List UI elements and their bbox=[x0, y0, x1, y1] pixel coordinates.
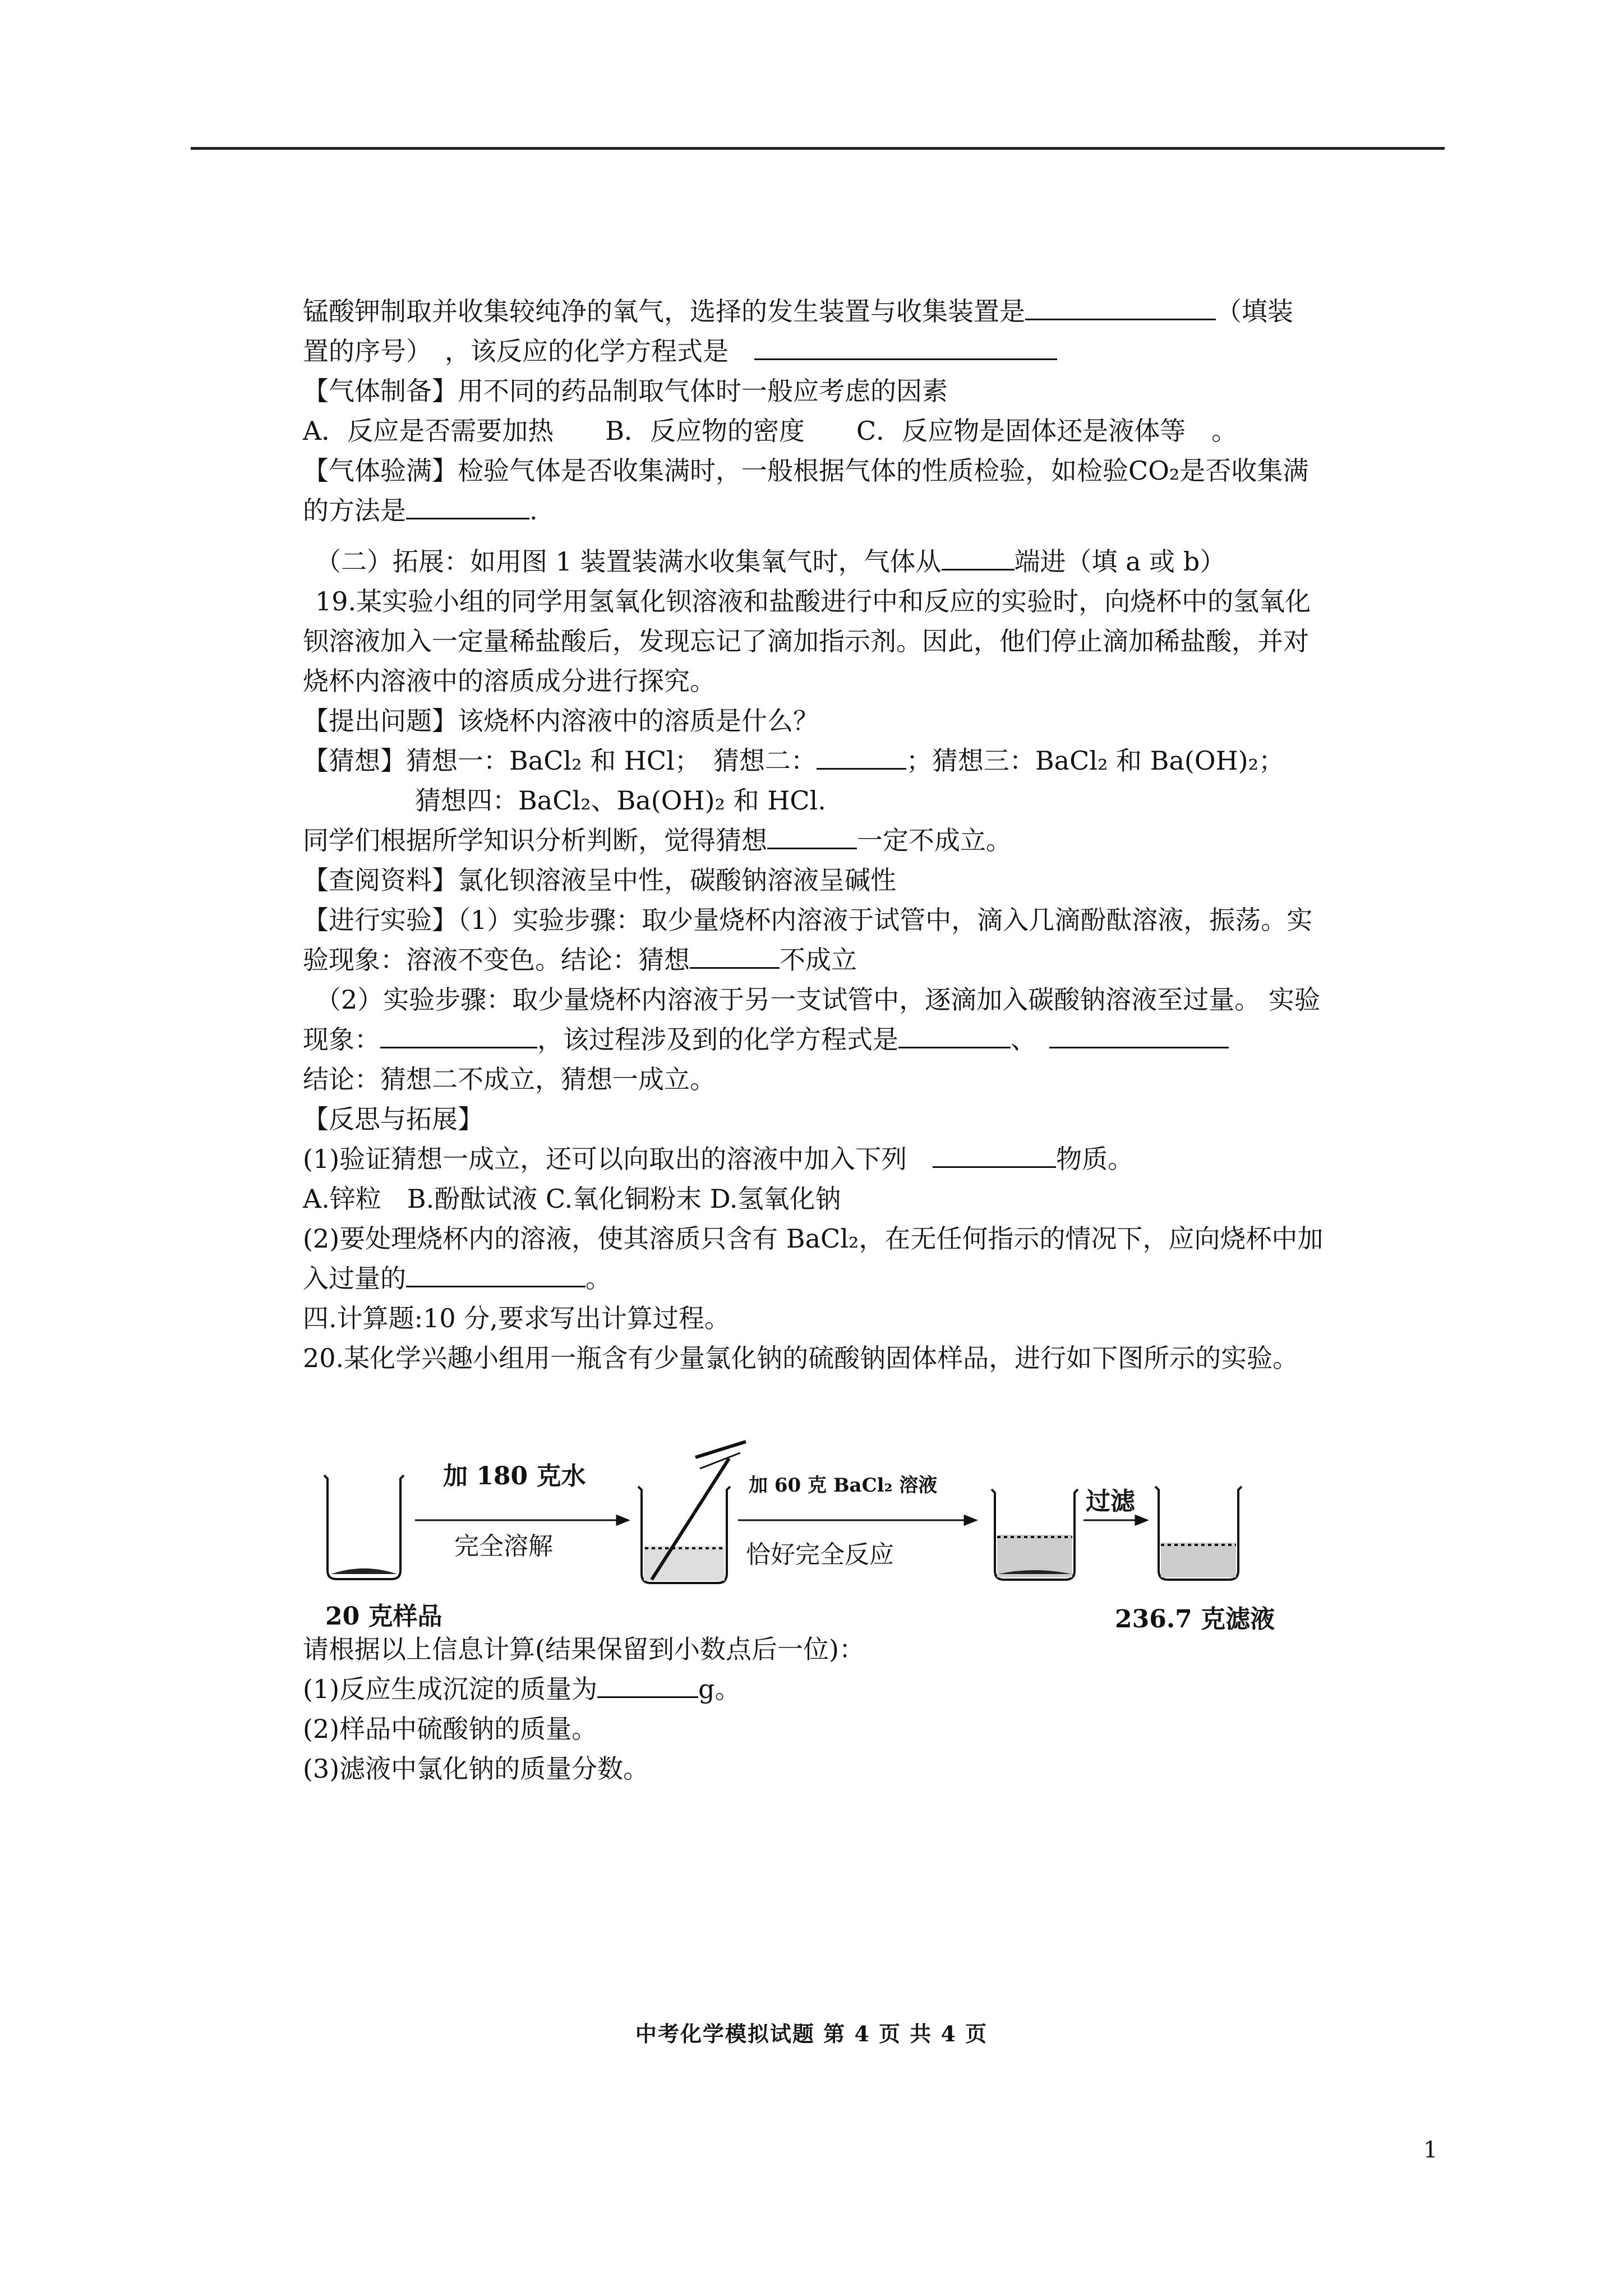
arrow-2 bbox=[738, 1516, 976, 1525]
beaker-dissolve bbox=[638, 1442, 746, 1583]
text-line: 【查阅资料】氯化钡溶液呈中性，碳酸钠溶液呈碱性 bbox=[303, 865, 896, 895]
add-water-label: 加 180 克水 bbox=[443, 1462, 586, 1490]
answer-blank[interactable] bbox=[767, 823, 857, 849]
filter-label: 过滤 bbox=[1086, 1487, 1135, 1516]
add-bacl2-label: 加 60 克 BaCl₂ 溶液 bbox=[749, 1474, 938, 1497]
text-line: 请根据以上信息计算(结果保留到小数点后一位)： bbox=[303, 1634, 865, 1664]
text-line: 19.某实验小组的同学用氢氧化钡溶液和盐酸进行中和反应的实验时，向烧杯中的氢氧化 bbox=[315, 586, 1311, 616]
answer-blank[interactable] bbox=[817, 743, 906, 770]
sample-label: 20 克样品 bbox=[325, 1602, 442, 1631]
answer-blank[interactable] bbox=[406, 1261, 585, 1287]
filtrate-label: 236.7 克滤液 bbox=[1115, 1605, 1275, 1634]
text-line: 【猜想】猜想一：BaCl₂ 和 HCl； 猜想二： ；猜想三：BaCl₂ 和 Ba(OH)₂； bbox=[303, 741, 1380, 781]
answer-blank[interactable] bbox=[406, 493, 529, 519]
answer-blank[interactable] bbox=[1025, 294, 1216, 320]
text-line: A.锌粒 B.酚酞试液 C.氧化铜粉末 D.氢氧化钠 bbox=[303, 1184, 841, 1214]
header-rule bbox=[191, 147, 1445, 150]
text-line: (1)反应生成沉淀的质量为 g。 bbox=[303, 1669, 1380, 1709]
text-line: 【进行实验】（1）实验步骤：取少量烧杯内溶液于试管中，滴入几滴酚酞溶液，振荡。实 bbox=[303, 905, 1313, 935]
react-label: 恰好完全反应 bbox=[746, 1540, 894, 1569]
experiment-diagram bbox=[303, 1436, 1380, 1638]
text-line: (1)验证猜想一成立，还可以向取出的溶液中加入下列 物质。 bbox=[303, 1139, 1380, 1179]
answer-blank[interactable] bbox=[380, 1022, 537, 1048]
text-line: 验现象：溶液不变色。结论：猜想 不成立 bbox=[303, 940, 1380, 980]
text-line: 烧杯内溶液中的溶质成分进行探究。 bbox=[303, 666, 716, 696]
text-line: (3)滤液中氯化钠的质量分数。 bbox=[303, 1754, 649, 1784]
answer-blank[interactable] bbox=[942, 544, 1015, 570]
text-line: 【气体验满】检验气体是否收集满时，一般根据气体的性质检验，如检验CO₂是否收集满 bbox=[303, 455, 1309, 486]
text-line: （二）拓展：如用图 1 装置装满水收集氧气时，气体从 端进（填 a 或 b） bbox=[303, 542, 1380, 582]
answer-blank[interactable] bbox=[1049, 1022, 1229, 1048]
answer-blank[interactable] bbox=[690, 942, 780, 969]
text-line: 入过量的 。 bbox=[303, 1259, 1380, 1299]
text-line: 20.某化学兴趣小组用一瓶含有少量氯化钠的硫酸钠固体样品，进行如下图所示的实验。 bbox=[303, 1343, 1299, 1373]
question-text bbox=[303, 292, 1380, 1378]
page-number: 1 bbox=[1423, 2137, 1438, 2163]
answer-blank[interactable] bbox=[933, 1142, 1056, 1168]
beaker-sample bbox=[324, 1475, 404, 1579]
text-line: 四.计算题:10 分,要求写出计算过程。 bbox=[303, 1303, 730, 1333]
text-line: （2）实验步骤：取少量烧杯内溶液于另一支试管中，逐滴加入碳酸钠溶液至过量。 实验 bbox=[315, 984, 1320, 1015]
answer-blank[interactable] bbox=[754, 334, 1057, 360]
text-line: 猜想四：BaCl₂、Ba(OH)₂ 和 HCl. bbox=[415, 785, 826, 816]
arrow-1 bbox=[415, 1516, 628, 1525]
text-line: 的方法是 . bbox=[303, 491, 1380, 531]
text-line: 锰酸钾制取并收集较纯净的氧气，选择的发生装置与收集装置是 （填装 bbox=[303, 292, 1380, 332]
answer-blank[interactable] bbox=[898, 1022, 1011, 1048]
text-line: 同学们根据所学知识分析判断，觉得猜想 一定不成立。 bbox=[303, 821, 1380, 861]
text-line: 现象： ，该过程涉及到的化学方程式是 、 bbox=[303, 1020, 1380, 1060]
text-line: 钡溶液加入一定量稀盐酸后，发现忘记了滴加指示剂。因此，他们停止滴加稀盐酸，并对 bbox=[303, 626, 1309, 656]
text-line: A．反应是否需要加热 B．反应物的密度 C．反应物是固体还是液体等 。 bbox=[303, 416, 1238, 446]
calculation-questions bbox=[303, 1630, 1380, 1789]
dissolve-label: 完全溶解 bbox=[454, 1532, 553, 1561]
answer-blank[interactable] bbox=[597, 1672, 698, 1698]
text-line: 【气体制备】用不同的药品制取气体时一般应考虑的因素 bbox=[303, 376, 948, 406]
text-line: 【反思与拓展】 bbox=[303, 1104, 483, 1134]
text-line: 置的序号） ，该反应的化学方程式是 bbox=[303, 332, 1380, 371]
arrow-3 bbox=[1083, 1516, 1147, 1525]
beaker-filtrate bbox=[1155, 1487, 1242, 1580]
beaker-react bbox=[992, 1489, 1078, 1580]
text-line: (2)样品中硫酸钠的质量。 bbox=[303, 1714, 598, 1744]
text-line: 【提出问题】该烧杯内溶液中的溶质是什么？ bbox=[303, 706, 819, 736]
page-footer: 中考化学模拟试题 第 4 页 共 4 页 bbox=[635, 2021, 988, 2046]
text-line: 结论：猜想二不成立，猜想一成立。 bbox=[303, 1064, 716, 1094]
text-line: (2)要处理烧杯内的溶液，使其溶质只含有 BaCl₂，在无任何指示的情况下，应向烧杯中加 bbox=[303, 1223, 1324, 1254]
